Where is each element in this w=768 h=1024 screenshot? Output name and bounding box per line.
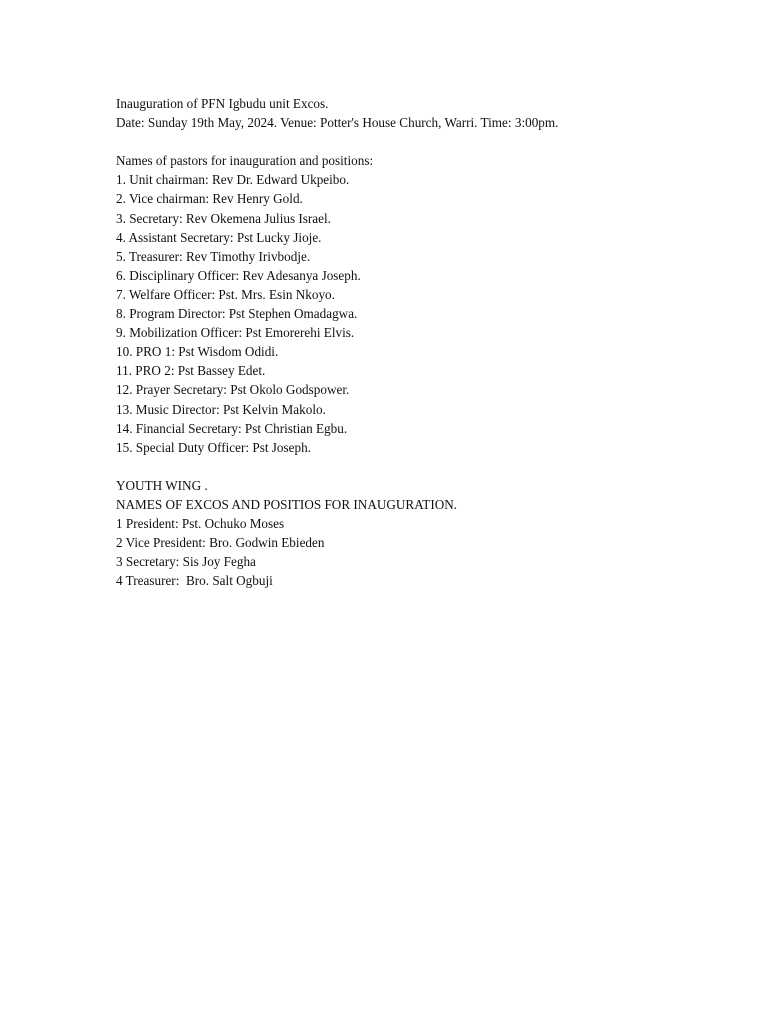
- list-item: 4 Treasurer: Bro. Salt Ogbuji: [116, 573, 273, 589]
- list-item: 10. PRO 1: Pst Wisdom Odidi.: [116, 344, 279, 360]
- list-item: 13. Music Director: Pst Kelvin Makolo.: [116, 401, 326, 417]
- list-item: 1 President: Pst. Ochuko Moses: [116, 516, 285, 532]
- youth-heading: YOUTH WING .: [116, 477, 208, 493]
- list-item: 8. Program Director: Pst Stephen Omadagwa.: [116, 306, 358, 322]
- list-item: 4. Assistant Secretary: Pst Lucky Jioje.: [116, 229, 322, 245]
- spacer: [116, 132, 736, 151]
- youth-subheading: NAMES OF EXCOS AND POSITIOS FOR INAUGURATION.: [116, 496, 458, 512]
- list-item: 3 Secretary: Sis Joy Fegha: [116, 554, 256, 570]
- list-item: 5. Treasurer: Rev Timothy Irivbodje.: [116, 248, 311, 264]
- list-item: 15. Special Duty Officer: Pst Joseph.: [116, 439, 311, 455]
- list-item: 11. PRO 2: Pst Bassey Edet.: [116, 363, 266, 379]
- event-details: Date: Sunday 19th May, 2024. Venue: Potter's House Church, Warri. Time: 3:00pm.: [116, 115, 559, 131]
- list-item: 2 Vice President: Bro. Godwin Ebieden: [116, 535, 325, 551]
- pastors-intro: Names of pastors for inauguration and positions:: [116, 153, 374, 169]
- pastors-list: [116, 170, 736, 456]
- list-item: 2. Vice chairman: Rev Henry Gold.: [116, 191, 303, 207]
- list-item: 3. Secretary: Rev Okemena Julius Israel.: [116, 210, 331, 226]
- list-item: 12. Prayer Secretary: Pst Okolo Godspower.: [116, 382, 350, 398]
- youth-list: [116, 514, 736, 590]
- list-item: 6. Disciplinary Officer: Rev Adesanya Joseph.: [116, 267, 361, 283]
- list-item: 9. Mobilization Officer: Pst Emorerehi Elvis.: [116, 325, 355, 341]
- list-item: 14. Financial Secretary: Pst Christian Egbu.: [116, 420, 348, 436]
- document-page: [116, 94, 736, 590]
- spacer: [116, 457, 736, 476]
- list-item: 7. Welfare Officer: Pst. Mrs. Esin Nkoyo.: [116, 286, 335, 302]
- document-title: Inauguration of PFN Igbudu unit Excos.: [116, 96, 329, 111]
- list-item: 1. Unit chairman: Rev Dr. Edward Ukpeibo.: [116, 172, 350, 188]
